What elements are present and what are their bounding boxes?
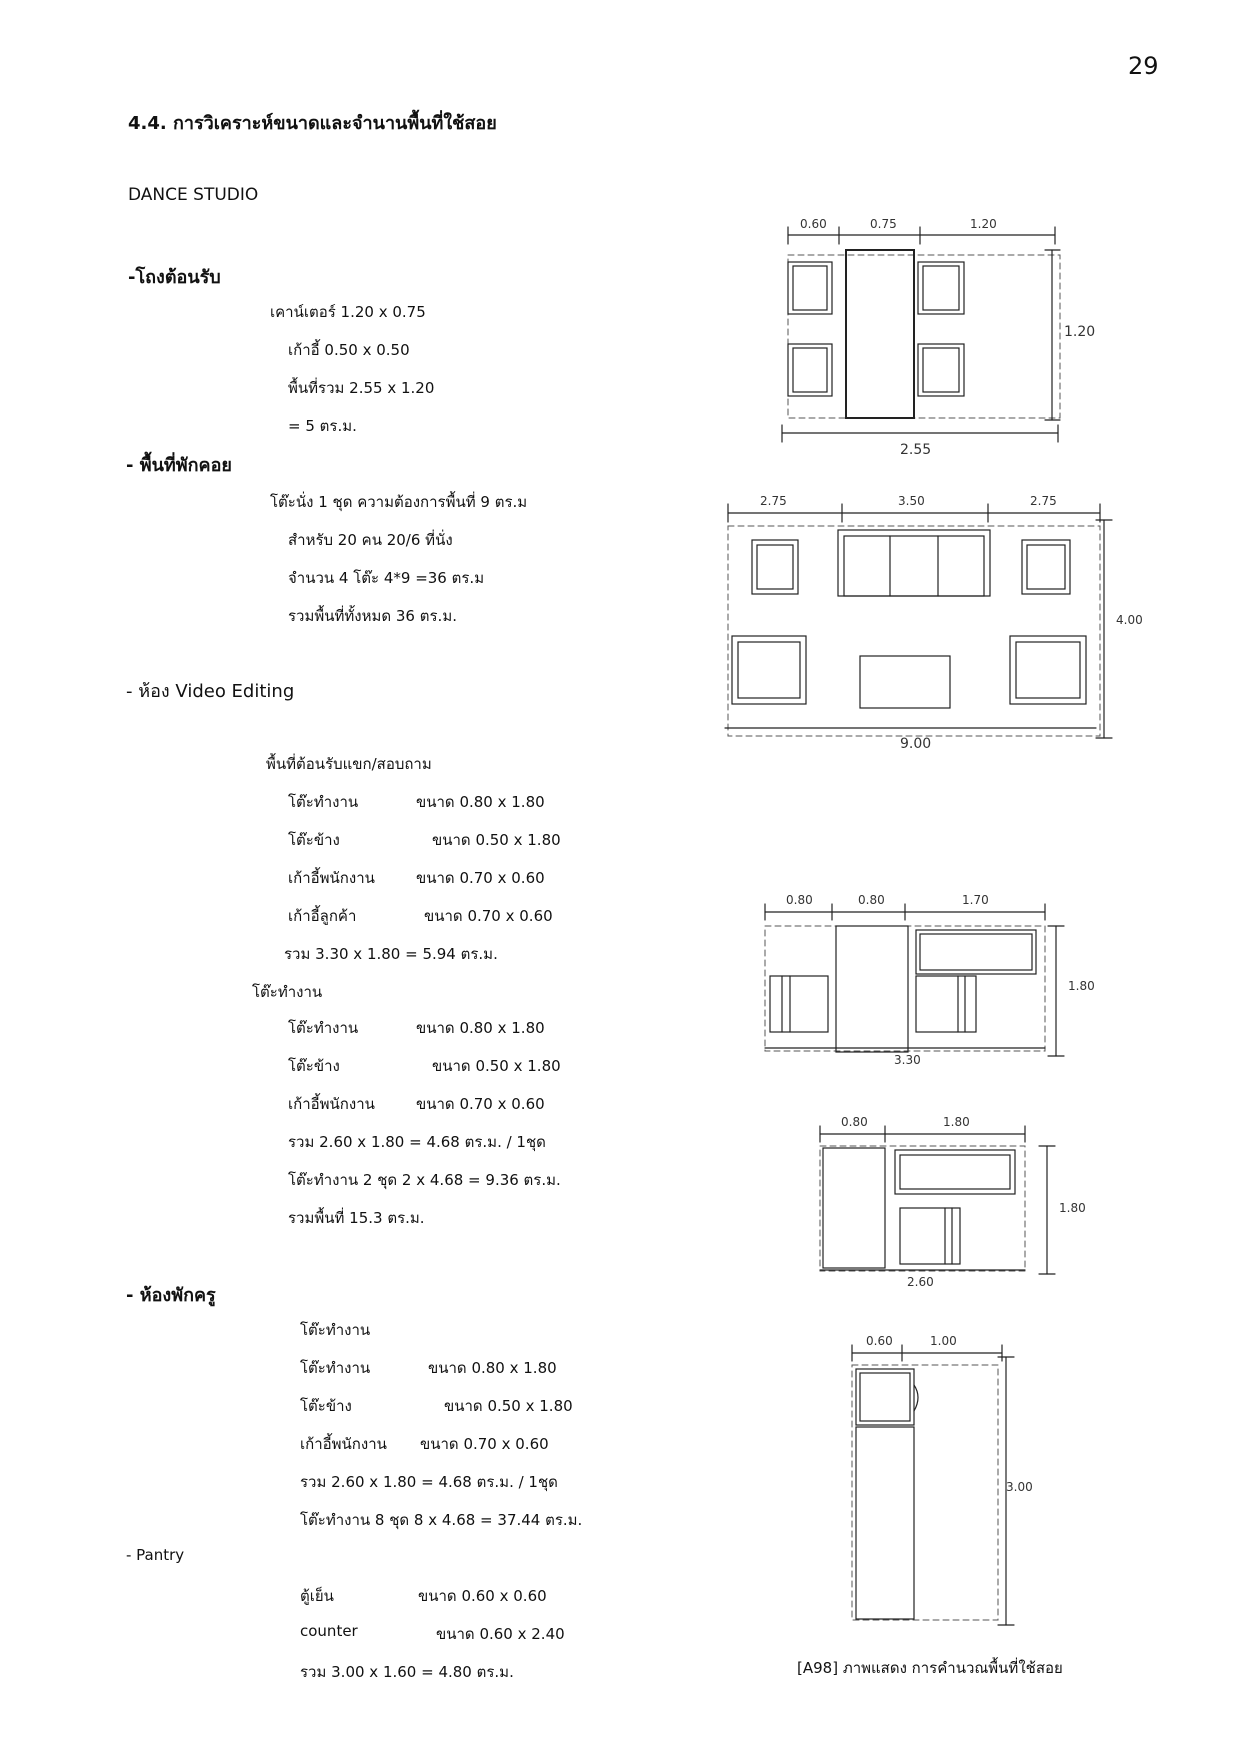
lobby-sketch [770, 210, 1096, 460]
pantry-dim-1: 0.60 [866, 1334, 893, 1348]
pantry-heading: - Pantry [126, 1546, 185, 1564]
lounge-line: โต๊ะนั่ง 1 ชุด ความต้องการพื้นที่ 9 ตร.ม [270, 493, 528, 511]
reception-total: รวม 3.30 x 1.80 = 5.94 ตร.ม. [284, 945, 498, 963]
lounge-dim-width: 9.00 [900, 736, 932, 752]
desk-dim-width: 2.60 [907, 1275, 934, 1289]
pantry-dim-2: 1.00 [930, 1334, 957, 1348]
desk-dim-1: 0.80 [841, 1115, 868, 1129]
item-size: ขนาด 0.60 x 0.60 [418, 1587, 547, 1605]
lobby-heading: -โถงต้อนรับ [128, 267, 221, 288]
lobby-line: = 5 ตร.ม. [288, 417, 357, 435]
lobby-dim-2: 0.75 [870, 217, 897, 231]
item-size: ขนาด 0.50 x 1.80 [444, 1397, 573, 1415]
lobby-dim-1: 0.60 [800, 217, 827, 231]
reception-title: พื้นที่ต้อนรับแขก/สอบถาม [266, 755, 432, 773]
item-size: ขนาด 0.80 x 1.80 [416, 1019, 545, 1037]
item-size: ขนาด 0.60 x 2.40 [436, 1625, 565, 1643]
lounge-heading: - พื้นที่พักคอย [126, 455, 232, 476]
item-size: ขนาด 0.50 x 1.80 [432, 1057, 561, 1075]
subsection-title: DANCE STUDIO [128, 185, 259, 205]
item-name: เก้าอี้พนักงาน [288, 869, 375, 887]
reception-dim-2: 0.80 [858, 893, 885, 907]
lounge-line: สำหรับ 20 คน 20/6 ที่นั่ง [288, 531, 453, 549]
lobby-line: เคาน์เตอร์ 1.20 x 0.75 [270, 303, 426, 321]
lounge-dim-1: 2.75 [760, 494, 787, 508]
item-name: โต๊ะทำงาน [288, 793, 359, 811]
teacher-total: รวม 2.60 x 1.80 = 4.68 ตร.ม. / 1ชุด [300, 1473, 558, 1491]
item-name: โต๊ะข้าง [300, 1397, 352, 1415]
lounge-sketch [720, 490, 1160, 755]
item-name: โต๊ะทำงาน [300, 1359, 371, 1377]
lobby-dim-3: 1.20 [970, 217, 997, 231]
item-name: เก้าอี้พนักงาน [300, 1435, 387, 1453]
lobby-dim-height: 1.20 [1064, 324, 1096, 340]
desk-sketch [815, 1112, 1095, 1297]
reception-dim-3: 1.70 [962, 893, 989, 907]
item-name: ตู้เย็น [300, 1587, 334, 1605]
lobby-line: พื้นที่รวม 2.55 x 1.20 [288, 379, 435, 397]
pantry-dim-height: 3.00 [1006, 1480, 1033, 1494]
figure-caption: [A98] ภาพแสดง การคำนวณพื้นที่ใช้สอย [797, 1659, 1063, 1677]
lounge-line: จำนวน 4 โต๊ะ 4*9 =36 ตร.ม [288, 569, 485, 587]
item-name: counter [300, 1622, 358, 1640]
pantry-sketch [830, 1335, 1060, 1635]
item-size: ขนาด 0.70 x 0.60 [420, 1435, 549, 1453]
reception-dim-height: 1.80 [1068, 979, 1095, 993]
lounge-dim-2: 3.50 [898, 494, 925, 508]
desk-total: รวม 2.60 x 1.80 = 4.68 ตร.ม. / 1ชุด [288, 1133, 546, 1151]
lounge-dim-height: 4.00 [1116, 613, 1143, 627]
lobby-dim-width: 2.55 [900, 442, 932, 458]
desk-dim-2: 1.80 [943, 1115, 970, 1129]
lounge-line: รวมพื้นที่ทั้งหมด 36 ตร.ม. [288, 607, 457, 625]
lounge-dim-3: 2.75 [1030, 494, 1057, 508]
item-size: ขนาด 0.70 x 0.60 [416, 1095, 545, 1113]
item-size: ขนาด 0.70 x 0.60 [424, 907, 553, 925]
teacher-room-heading: - ห้องพักครู [126, 1285, 216, 1306]
item-name: โต๊ะข้าง [288, 1057, 340, 1075]
lobby-line: เก้าอี้ 0.50 x 0.50 [288, 341, 410, 359]
teacher-desk-title: โต๊ะทำงาน [300, 1321, 371, 1339]
area-total: รวมพื้นที่ 15.3 ตร.ม. [288, 1209, 425, 1227]
desk-dim-height: 1.80 [1059, 1201, 1086, 1215]
item-size: ขนาด 0.80 x 1.80 [428, 1359, 557, 1377]
reception-sketch [760, 890, 1095, 1075]
item-name: เก้าอี้ลูกค้า [288, 907, 357, 925]
item-size: ขนาด 0.50 x 1.80 [432, 831, 561, 849]
item-name: เก้าอี้พนักงาน [288, 1095, 375, 1113]
video-room-heading: - ห้อง Video Editing [126, 681, 295, 702]
item-size: ขนาด 0.70 x 0.60 [416, 869, 545, 887]
teacher-sets: โต๊ะทำงาน 8 ชุด 8 x 4.68 = 37.44 ตร.ม. [300, 1511, 583, 1529]
section-title: 4.4. การวิเคราะห์ขนาดและจำนานพื้นที่ใช้สอย [128, 113, 497, 134]
pantry-total: รวม 3.00 x 1.60 = 4.80 ตร.ม. [300, 1663, 514, 1681]
item-name: โต๊ะข้าง [288, 831, 340, 849]
page-number: 29 [1128, 52, 1159, 80]
desk-sets: โต๊ะทำงาน 2 ชุด 2 x 4.68 = 9.36 ตร.ม. [288, 1171, 561, 1189]
reception-dim-1: 0.80 [786, 893, 813, 907]
reception-dim-width: 3.30 [894, 1053, 921, 1067]
desk-title: โต๊ะทำงาน [252, 983, 323, 1001]
item-size: ขนาด 0.80 x 1.80 [416, 793, 545, 811]
item-name: โต๊ะทำงาน [288, 1019, 359, 1037]
